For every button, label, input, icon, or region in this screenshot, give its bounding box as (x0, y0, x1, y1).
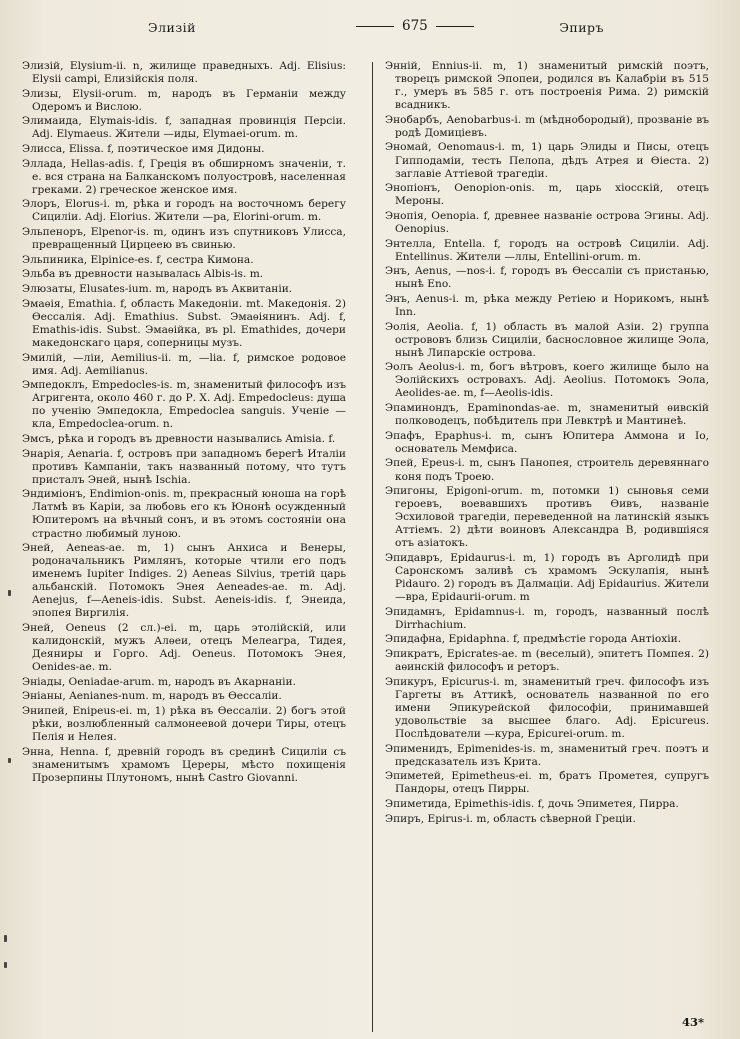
dictionary-entry: Энарія, Aenaria. f, островъ при западномъ берегѣ Италіи противъ Кампаніи, такъ названный потому, что тутъ присталъ Эней, нынѣ Ischia. (22, 447, 346, 486)
dictionary-entry: Эніаны, Aenianes-num. m, народъ въ Ѳессаліи. (22, 690, 282, 703)
margin-mark (4, 935, 7, 942)
dictionary-entry: Эмаѳія, Emathia. f, область Македоніи. mt. Македонія. 2) Ѳессалія. Adj. Emathius. Subst. Эмаѳіянинъ. Adj. f, Emathis-idis. Subst. Эмаѳійка, въ pl. Emathides, дочери македонскаго царя, соперницы музъ. (22, 297, 346, 349)
dictionary-entry: Эллада, Hellas-adis. f, Греція въ обширномъ значеніи, т. е. вся страна на Балканскомъ полуостровѣ, населенная греками. 2) греческое женское имя. (22, 157, 346, 196)
dictionary-entry: Энъ, Aenus-i. m, рѣка между Ретіею и Норикомъ, нынѣ Inn. (385, 292, 709, 318)
dictionary-entry: Элимаида, Elymais-idis. f, западная провинція Персіи. Adj. Elymaeus. Жители —иды, Elymaei-orum. m. (22, 115, 346, 141)
dictionary-entry: Эмпедоклъ, Empedocles-is. m, знаменитый философъ изъ Агригента, около 460 г. до Р. Х. Adj. Empedocleus: душа по ученію Эмпедокла, Empedoclea sanguis. Ученіе —кла, Empedoclea-orum. n. (22, 379, 346, 431)
dictionary-entry: Эолъ Aeolus-i. m, богъ вѣтровъ, коего жилище было на Эолійскихъ островахъ. Adj. Aeolius. Потомокъ Эола, Aeolides-ae. m, f—Aeolis-idis. (385, 361, 709, 400)
dictionary-entry: Эпей, Epeus-i. m, сынъ Панопея, строитель деревяннаго коня подъ Троею. (385, 457, 709, 483)
dictionary-entry: Эпикратъ, Epicrates-ae. m (веселый), эпитетъ Помпея. 2) аѳинскій философъ и реторъ. (385, 648, 709, 674)
dictionary-entry: Энній, Ennius-ii. m, 1) знаменитый римскій поэтъ, творецъ римской Эпопеи, родился въ Калабріи въ 515 г., умеръ въ 585 г. отъ построенія Рима. 2) римскій всадникъ. (385, 60, 709, 112)
dictionary-entry: Эпафъ, Epaphus-i. m, сынъ Юпитера Аммона и Io, основатель Мемфиса. (385, 429, 709, 455)
dictionary-entry: Энипей, Enipeus-ei. m, 1) рѣка въ Ѳессаліи. 2) богъ этой рѣки, возлюбленный салмонеевой дочери Тиры, отецъ Пелія и Нелея. (22, 705, 346, 744)
dictionary-entry: Энопіонъ, Oenopion-onis. m, царь хіосскій, отецъ Мероны. (385, 182, 709, 208)
dictionary-entry: Эндиміонъ, Endimion-onis. m, прекрасный юноша на горѣ Латмѣ въ Каріи, за любовь его къ Юнонѣ осужденный Юпитеромъ на вѣчный сонъ, и въ этомъ состояніи она страстно любимый луною. (22, 488, 346, 540)
dictionary-entry: Элизій, Elysium-ii. n, жилище праведныхъ. Adj. Elisius: Elysii campi, Елизійскія поля. (22, 60, 346, 86)
dictionary-entry: Элоръ, Elorus-i. m, рѣка и городъ на восточномъ берегу Сициліи. Adj. Elorius. Жители —ра, Elorini-orum. m. (22, 198, 346, 224)
margin-mark (8, 758, 11, 763)
dictionary-entry: Эмилій, —ліи, Aemilius-ii. m, —lia. f, римское родовое имя. Adj. Aemilianus. (22, 351, 346, 377)
dictionary-entry: Энопія, Oenopia. f, древнее названіе острова Эгины. Adj. Oenopius. (385, 209, 709, 235)
dictionary-entry: Энна, Henna. f, древній городъ въ срединѣ Сициліи съ знаменитымъ храмомъ Цереры, мѣсто похищенія Прозерпины Плутономъ, нынѣ Castro Giovanni. (22, 745, 346, 784)
dictionary-entry: Эльпеноръ, Elpenor-is. m, одинъ изъ спутниковъ Улисса, превращенный Цирцеею въ свинью. (22, 226, 346, 252)
dictionary-entry: Эпаминондъ, Epaminondas-ae. m, знаменитый ѳивскій полководецъ, побѣдитель при Левктрѣ и Мантинеѣ. (385, 402, 709, 428)
dictionary-entry: Эпикуръ, Epicurus-i. m, знаменитый греч. философъ изъ Гаргеты въ Аттикѣ, основатель названной по его имени Эпикурейской философіи, принимавшей удовольствіе за высшее благо. Adj. Epicureus. Послѣдователи —кура, Epicurei-orum. m. (385, 675, 709, 740)
dictionary-entry: Эней, Aeneas-ae. m, 1) сынъ Анхиса и Венеры, родоначальникъ Римлянъ, которые чтили его подъ именемъ Iupiter Indiges. 2) Aeneas Silvius, третій царь альбанскій. Потомокъ Энея Aeneades-ae. m. Adj. Aenejus, f—Aeneis-idis. Subst. Aeneis-idis. f, Энеида, эпопея Виргилія. (22, 542, 346, 620)
right-column (385, 60, 709, 827)
dictionary-entry: Эолія, Aeolia. f, 1) область въ малой Азіи. 2) группа острововъ близь Сициліи, баснословное жилище Эола, нынѣ Липарскіе острова. (385, 320, 709, 359)
dictionary-entry: Элизы, Elysii-orum. m, народъ въ Германіи между Одеромъ и Вислою. (22, 87, 346, 113)
column-divider (372, 62, 373, 1032)
margin-mark (4, 962, 7, 968)
dictionary-entry: Эніады, Oeniadae-arum. m, народъ въ Акарнаніи. (22, 675, 296, 688)
dictionary-entry: Эпиметей, Epimetheus-ei. m, братъ Прометея, супругъ Пандоры, отецъ Пирры. (385, 770, 709, 796)
dictionary-entry: Эпидафна, Epidaphna. f, предмѣстіе города Антіохіи. (385, 633, 682, 646)
dictionary-entry: Эпигоны, Epigoni-orum. m, потомки 1) сыновья семи героевъ, воевавшихъ противъ Ѳивъ, названіе Эсхиловой трагедіи, переведенной на латинскій языкъ Аттіемъ. 2) дѣти воиновъ Александра В, родившіяся отъ азіатокъ. (385, 485, 709, 550)
dictionary-entry: Эльба въ древности называлась Albis-is. m. (22, 268, 264, 281)
dictionary-entry: Элюзаты, Elusates-ium. m, народъ въ Аквитаніи. (22, 283, 293, 296)
dictionary-entry: Эльпиника, Elpinice-es. f, сестра Кимона. (22, 253, 254, 266)
margin-mark (8, 590, 11, 596)
dictionary-entry: Энтелла, Entella. f, городъ на островѣ Сициліи. Adj. Entellinus. Жители —ллы, Entellini-orum. m. (385, 237, 709, 263)
signature-mark: 43* (681, 1015, 704, 1029)
dictionary-entry: Эмсъ, рѣка и городъ въ древности назывались Amisia. f. (22, 432, 336, 445)
page-number: 675 (348, 18, 482, 34)
dictionary-entry: Эпиметида, Epimethis-idis. f, дочь Эпиметея, Пирра. (385, 798, 679, 810)
dictionary-entry: Эпиръ, Epirus-i. m, область сѣверной Греціи. (385, 812, 636, 825)
dictionary-entry: Эпидамнъ, Epidamnus-i. m, городъ, названный послѣ Dirrhachium. (385, 605, 709, 631)
dictionary-entry: Эпидавръ, Epidaurus-i. m, 1) городъ въ Арголидѣ при Саронскомъ заливѣ съ храмомъ Эскулапія, нынѣ Pidauro. 2) городъ въ Далмаціи. Adj Epidaurius. Жители —вра, Epidaurii-orum. m (385, 552, 709, 604)
dictionary-entry: Эномай, Oenomaus-i. m, 1) царь Элиды и Писы, отецъ Гипподаміи, тесть Пелопа, дѣдъ Атрея и Ѳіеста. 2) заглавіе Аттіевой трагедіи. (385, 141, 709, 180)
dictionary-entry: Энъ, Aenus, —nos-i. f, городъ въ Ѳессаліи съ пристанью, нынѣ Eno. (385, 265, 709, 291)
dictionary-entry: Эпименидъ, Epimenides-is. m, знаменитый греч. поэтъ и предсказатель изъ Крита. (385, 742, 709, 768)
dictionary-entry: Элисса, Elissa. f, поэтическое имя Дидоны. (22, 143, 265, 156)
dictionary-entry: Эней, Oeneus (2 сл.)-ei. m, царь этолійскій, или калидонскій, мужъ Алѳеи, отецъ Мелеагра, Тидея, Деяниры и Горго. Adj. Oeneus. Потомокъ Энея, Oenides-ae. m. (22, 622, 346, 674)
dictionary-entry: Энобарбъ, Aenobarbus-i. m (мѣднобородый), прозваніе въ родѣ Домиціевъ. (385, 113, 709, 139)
left-column (22, 60, 346, 787)
header-left-guideword: Элизій (148, 20, 196, 35)
page-header (48, 16, 714, 38)
header-right-guideword: Эпиръ (559, 20, 604, 35)
